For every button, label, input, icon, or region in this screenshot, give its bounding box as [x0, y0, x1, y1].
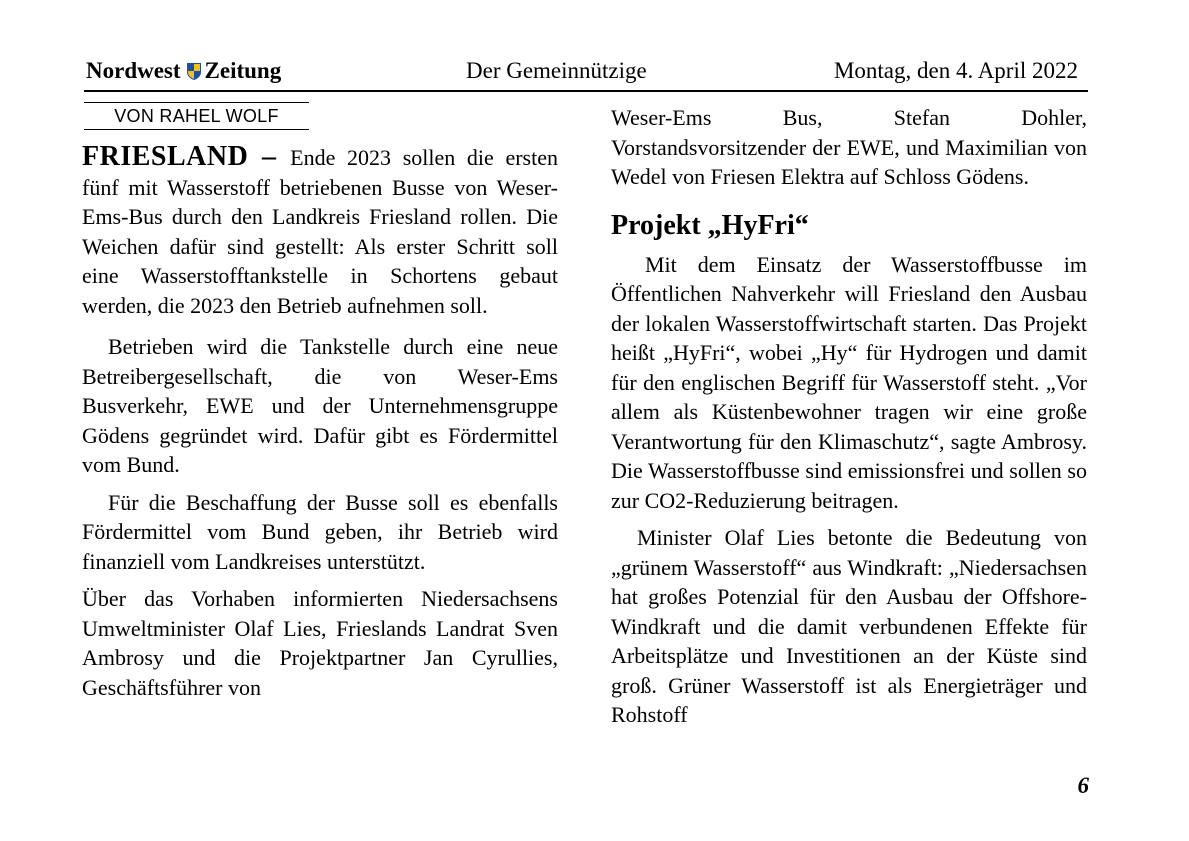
- crest-icon: [187, 63, 201, 80]
- dateline: FRIESLAND –: [82, 141, 291, 172]
- body-paragraph: Über das Vorhaben informierten Niedersachsens Umweltminister Olaf Lies, Frieslands Landrat Sven Ambrosy und die Projektpartner Jan Cyrullies, Geschäftsführer von: [82, 586, 558, 700]
- section-name: Der Gemeinnützige: [466, 58, 647, 83]
- page-header: [84, 58, 1088, 92]
- masthead-right: Zeitung: [204, 58, 282, 83]
- article-column-right: [611, 103, 1087, 738]
- body-paragraph: Betrieben wird die Tankstelle durch eine neue Betreibergesellschaft, die von Weser-Ems Busverkehr, EWE und der Unternehmensgruppe Gödens gegründet wird. Dafür gibt es Fördermittel vom Bund.: [82, 334, 558, 477]
- article-column-left: [82, 142, 558, 710]
- page-number: 6: [1077, 773, 1089, 798]
- body-paragraph: Für die Beschaffung der Busse soll es ebenfalls Fördermittel vom Bund geben, ihr Betrieb wird finanziell vom Landkreises unterstützt.: [82, 489, 558, 574]
- body-paragraph: Mit dem Einsatz der Wasserstoffbusse im Öffentlichen Nahverkehr will Friesland den Ausbau der lokalen Wasserstoffwirtschaft starten. Das Projekt heißt „HyFri“, wobei „Hy“ für Hydrogen und damit für den englischen Begriff für Wasserstoff steht. „Vor allem als Küstenbewohner tragen wir eine große Verantwortung für den Klimaschutz“, sagte Ambrosy. Die Wasserstoffbusse sind emissionsfrei und sollen so zur CO2-Reduzierung beitragen.: [611, 251, 1087, 513]
- lead-text: Ende 2023 sollen die ersten fünf mit Wasserstoff betriebenen Busse von Weser-Ems-Bus durch den Landkreis Friesland rollen. Die Weichen dafür sind gestellt: Als erster Schritt soll eine Wasserstofftankstelle in Schortens gebaut werden, die 2023 den Betrieb aufnehmen soll.: [82, 145, 558, 318]
- masthead: [86, 58, 281, 84]
- issue-date: Montag, den 4. April 2022: [833, 58, 1078, 83]
- body-paragraph: Minister Olaf Lies betonte die Bedeutung von „grünem Wasserstoff“ aus Windkraft: „Niedersachsen hat großes Potenzial für den Ausbau der Offshore-Windkraft und die damit verbundenen Effekte für Arbeitsplätze und Investitionen an der Küste sind groß. Grüner Wasserstoff ist als Energieträger und Rohstoff: [611, 525, 1087, 727]
- body-paragraph-continued: Weser-Ems Bus, Stefan Dohler, Vorstandsvorsitzender der EWE, und Maximilian von Wedel von Friesen Elektra auf Schloss Gödens.: [611, 105, 1087, 189]
- lead-paragraph: [82, 142, 558, 320]
- subheading: Projekt „HyFri“: [611, 209, 809, 241]
- byline: VON RAHEL WOLF: [84, 102, 309, 130]
- masthead-left: Nordwest: [86, 58, 181, 83]
